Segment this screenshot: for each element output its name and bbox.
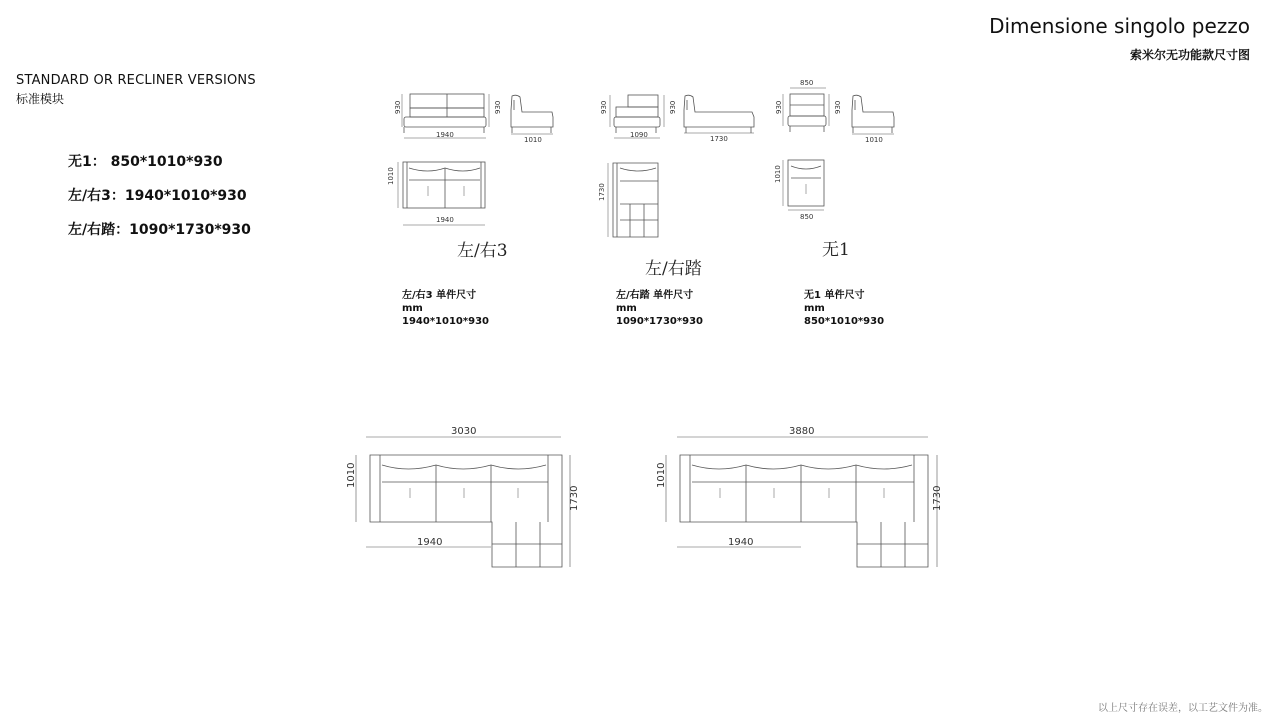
combination-plan-3030 [346, 426, 580, 567]
dim-plan-depth-label: 1010 [387, 167, 395, 185]
dim-depth-label: 1010 [346, 462, 357, 488]
back-cushions [409, 168, 480, 171]
info-dims: 850*1010*930 [804, 316, 885, 327]
info-title: 左/右3 单件尺寸 [402, 290, 477, 301]
dim-depth-label: 1010 [656, 462, 667, 488]
module-caption-chaise: 左/右踏 [645, 259, 702, 279]
dim-total-width-label: 3030 [451, 426, 477, 437]
standard-label-en: STANDARD OR RECLINER VERSIONS [16, 73, 256, 88]
backrest-low [616, 107, 658, 117]
side-profile [511, 95, 553, 127]
elevation-chaise [600, 95, 677, 139]
dim-height-label: 930 [600, 100, 608, 114]
info-title: 无1 单件尺寸 [804, 290, 865, 301]
plan-outline [403, 162, 485, 208]
standard-label-cn: 标准模块 [16, 92, 65, 106]
side-profile [852, 95, 894, 127]
dim-width-label: 850 [800, 79, 814, 87]
side-profile [684, 95, 754, 127]
back-cushion [620, 168, 656, 171]
plan-chaise [598, 163, 658, 237]
module-caption-single: 无1 [822, 240, 850, 260]
side-single [852, 95, 894, 144]
dim-plan-depth-label: 1010 [774, 165, 782, 183]
combination-plan-3880 [656, 426, 943, 567]
info-title: 左/右踏 单件尺寸 [616, 290, 694, 301]
dim-height-label: 930 [394, 100, 402, 114]
backrest-top [628, 95, 658, 107]
dim-depth-label: 1730 [710, 135, 728, 143]
dim-total-width-label: 3880 [789, 426, 815, 437]
dim-height-right-label: 930 [494, 100, 502, 114]
info-dims: 1090*1730*930 [616, 316, 703, 327]
dim-height-right-label: 930 [834, 100, 842, 114]
dim-chaise-depth-label: 1730 [569, 485, 580, 511]
plan-outline [613, 163, 658, 237]
spec-line-1: 无1： 850*1010*930 [68, 154, 223, 170]
footer-note: 以上尺寸存在误差，以工艺文件为准。 [1098, 703, 1268, 714]
info-dims: 1940*1010*930 [402, 316, 489, 327]
plan-outline [370, 455, 562, 567]
dim-plan-width-label: 850 [800, 213, 814, 221]
seat-block [788, 116, 826, 126]
module-caption-3seat: 左/右3 [457, 241, 508, 261]
spec-line-3: 左/右踏：1090*1730*930 [68, 222, 251, 238]
page-subtitle: 索米尔无功能款尺寸图 [1129, 48, 1250, 62]
dim-plan-width-label: 1940 [436, 216, 454, 224]
dim-height-label: 930 [775, 100, 783, 114]
plan-single [774, 160, 824, 221]
side-chaise [684, 95, 754, 143]
back-cushions [382, 465, 546, 469]
seat-block [614, 117, 660, 127]
seat-block [404, 117, 486, 127]
dim-chaise-depth-label: 1730 [932, 485, 943, 511]
plan-3seat [387, 162, 485, 225]
spec-line-2: 左/右3：1940*1010*930 [68, 188, 247, 204]
dim-width-label: 1090 [630, 131, 648, 139]
elevation-single [775, 79, 842, 132]
dim-depth-label: 1010 [524, 136, 542, 144]
back-cushions [692, 465, 912, 469]
dim-depth-label: 1010 [865, 136, 883, 144]
dim-height-right-label: 930 [669, 100, 677, 114]
side-3seat [511, 95, 553, 144]
dim-plan-depth-label: 1730 [598, 183, 606, 201]
plan-outline [680, 455, 928, 567]
page-title: Dimensione singolo pezzo [989, 14, 1250, 38]
elevation-3seat [394, 94, 502, 139]
dim-section-label: 1940 [728, 537, 754, 548]
info-unit: mm [804, 303, 825, 314]
info-unit: mm [616, 303, 637, 314]
dim-width-label: 1940 [436, 131, 454, 139]
info-unit: mm [402, 303, 423, 314]
dim-section-label: 1940 [417, 537, 443, 548]
back-cushion [791, 166, 821, 169]
